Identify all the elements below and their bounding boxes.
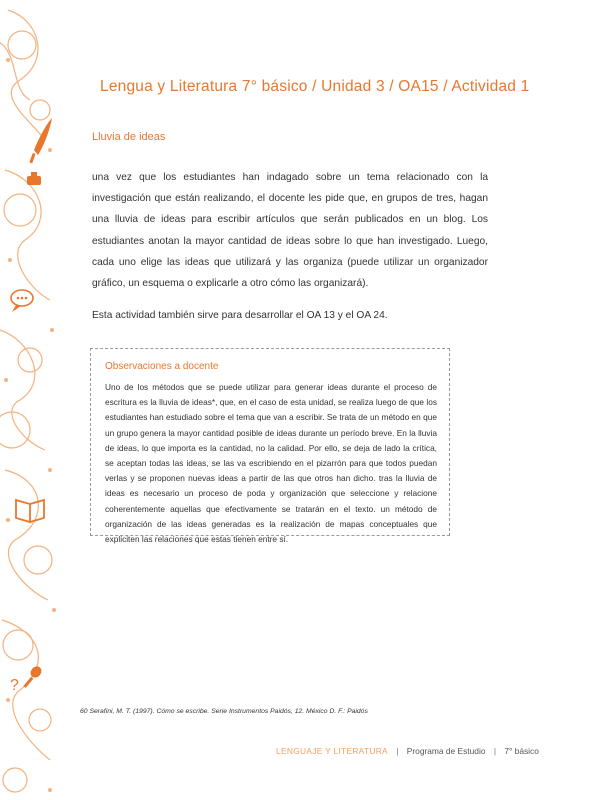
quill-icon xyxy=(29,118,52,163)
footer-grade: 7° básico xyxy=(504,746,539,756)
footer-brand: LENGUAJE Y LITERATURA xyxy=(276,746,388,756)
question-mark-icon xyxy=(10,677,19,694)
open-book-icon xyxy=(16,500,44,522)
section-title: Lluvia de ideas xyxy=(92,131,166,143)
teacher-notes-text: Uno de los métodos que se puede utilizar para generar ideas durante el proceso de escritura es la lluvia de ideas*, que, en el caso de esta unidad, se realiza luego de que los estudiantes han estudiado sobre el tema que van a escribir. Se trata de un método en que un grupo genera la mayor cantidad posible de ideas durante un período breve. En la lluvia de ideas, lo que importa es la cantidad, no la calidad. Por ello, se deja de lado la crítica, se aceptan todas las ideas, se las va escribiendo en el pizarrón para que todos puedan verlas y se proponen nuevas ideas a partir de las que otros han dicho. tras la lluvia de ideas es necesario un proceso de poda y organización que seleccione y relacione coherentemente aquellas que efectivamente se tratarán en el texto. un método de organización de las ideas generadas es la realización de mapas conceptuales que expliciten las relaciones que estas tienen entre sí. xyxy=(105,382,437,545)
microphone-icon xyxy=(23,664,43,688)
decorative-sidebar xyxy=(0,0,64,800)
footer-separator-2: | xyxy=(493,746,496,756)
activity-note-paragraph: Esta actividad también sirve para desarrollar el OA 13 y el OA 24. xyxy=(92,310,388,321)
teacher-notes-title: Observaciones a docente xyxy=(105,361,219,372)
footnote: 60 Serafini, M. T. (1997). Cómo se escribe. Serie Instrumentos Paidós, 12. México D. F.: Paidós xyxy=(80,708,368,715)
footer-separator: | xyxy=(396,746,399,756)
page-title: Lengua y Literatura 7° básico / Unidad 3 / OA15 / Actividad 1 xyxy=(100,78,530,95)
speech-bubble-icon xyxy=(11,290,33,312)
teacher-notes-box xyxy=(90,348,450,545)
inkpot-icon xyxy=(27,172,41,185)
footer-program: Programa de Estudio xyxy=(406,746,486,756)
activity-paragraph: una vez que los estudiantes han indagado sobre un tema relacionado con la investigación que están realizando, el docente les pide que, en grupos de tres, hagan una lluvia de ideas para escribir artículos que serán publicados en un blog. Los estudiantes anotan la mayor cantidad de ideas sobre lo que han investigado. Luego, cada uno elige las ideas que utilizará y las organiza (puede utilizar un organizador gráfico, un esquema o explicarle a otro cómo las organizará). xyxy=(92,172,488,290)
svg-text:?: ? xyxy=(10,677,19,694)
page-footer xyxy=(276,746,539,756)
